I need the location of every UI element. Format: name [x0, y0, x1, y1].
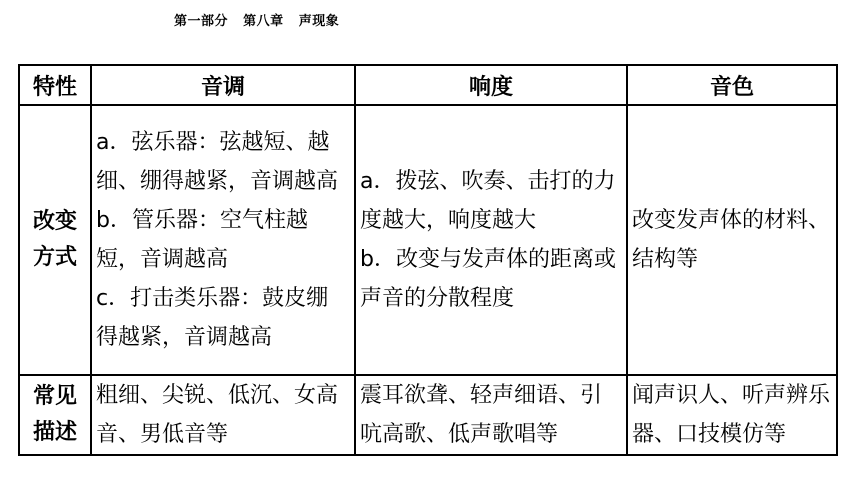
timbre-method-text: 改变发声体的材料、结构等 [632, 208, 831, 272]
row-label-bottom: 方式 [32, 245, 77, 270]
loudness-method-a: a．拨弦、吹奏、击打的力度越大，响度越大 [360, 169, 616, 233]
header-topic: 声现象 [298, 14, 340, 29]
pitch-method-c: c．打击类乐器：鼓皮绷得越紧，音调越高 [96, 286, 329, 350]
header-part: 第一部分 [174, 14, 229, 29]
header-property: 特性 [19, 65, 91, 105]
table-header-row [19, 65, 837, 105]
row-label-common-description [19, 375, 91, 455]
row-label-bottom: 描述 [32, 420, 77, 445]
timbre-description-text: 闻声识人、听声辨乐器、口技模仿等 [632, 383, 831, 447]
pitch-method-b: b．管乐器：空气柱越短，音调越高 [96, 208, 308, 272]
timbre-change-method-cell [627, 105, 837, 375]
header-chapter: 第八章 [243, 14, 284, 29]
pitch-method-a: a．弦乐器：弦越短、越细、绷得越紧，音调越高 [96, 130, 339, 194]
table-row-change-method [19, 105, 837, 375]
loudness-description-text: 震耳欲聋、轻声细语、引吭高歌、低声歌唱等 [360, 383, 603, 447]
page-header [174, 10, 339, 29]
header-timbre: 音色 [627, 65, 837, 105]
sound-properties-table [18, 64, 838, 456]
pitch-description-text: 粗细、尖锐、低沉、女高音、男低音等 [96, 383, 339, 447]
loudness-method-b: b．改变与发声体的距离或声音的分散程度 [360, 247, 616, 311]
header-loudness: 响度 [355, 65, 627, 105]
loudness-change-method-cell [355, 105, 627, 375]
table-row-common-description [19, 375, 837, 455]
header-pitch: 音调 [91, 65, 355, 105]
row-label-top: 改变 [32, 209, 77, 234]
pitch-description-cell [91, 375, 355, 455]
row-label-top: 常见 [32, 384, 77, 409]
pitch-change-method-cell [91, 105, 355, 375]
loudness-description-cell [355, 375, 627, 455]
timbre-description-cell [627, 375, 837, 455]
row-label-change-method [19, 105, 91, 375]
